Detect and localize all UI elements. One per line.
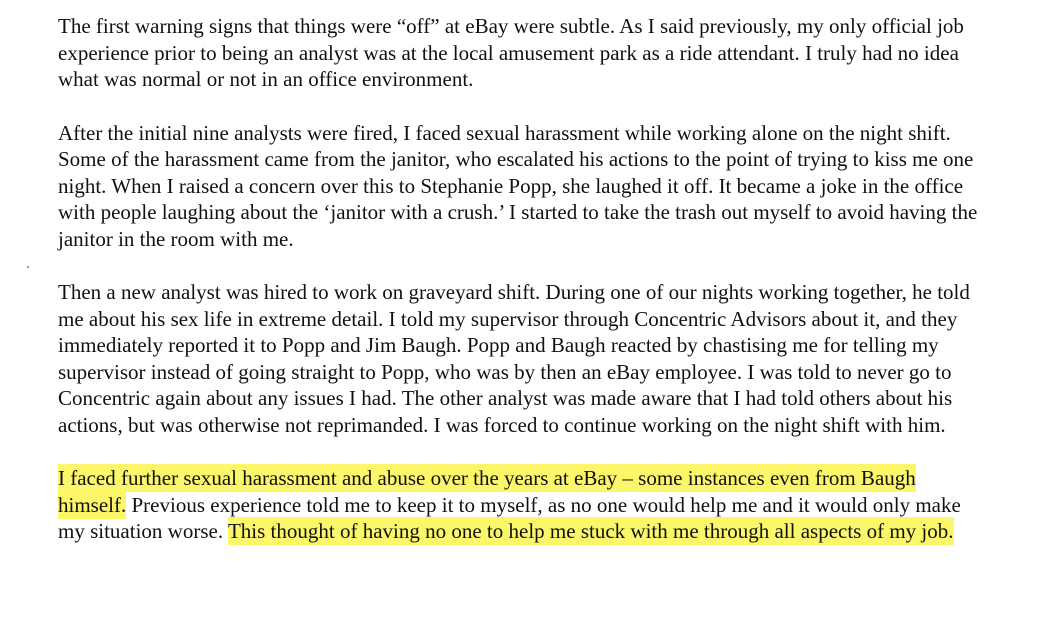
paragraph-further-harassment: [58, 465, 988, 545]
paragraph-janitor-harassment: After the initial nine analysts were fired, I faced sexual harassment while working alone on the night shift. Some of the harassment came from the janitor, who escalated his actions to the point of trying to kiss me one night. When I raised a concern over this to Stephanie Popp, she laughed it off. It became a joke in the office with people laughing about the ‘janitor with a crush.’ I started to take the trash out myself to avoid having the janitor in the room with me.: [58, 120, 978, 251]
paragraph-warning-signs: The first warning signs that things were “off” at eBay were subtle. As I said previously, my only official job experience prior to being an analyst was at the local amusement park as a ride attendant. I truly had no idea what was normal or not in an office environment.: [58, 14, 964, 91]
document-body: [58, 13, 988, 572]
highlighted-text: This thought of having no one to help me stuck with me through all aspects of my job.: [227, 519, 954, 543]
paragraph-graveyard-analyst: Then a new analyst was hired to work on graveyard shift. During one of our nights working together, he told me about his sex life in extreme detail. I told my supervisor through Concentric Advisors about it, and they immediately reported it to Popp and Jim Baugh. Popp and Baugh reacted by chastising me for telling my supervisor instead of going straight to Popp, who was by then an eBay employee. I was told to never go to Concentric again about any issues I had. The other analyst was made aware that I had told others about his actions, but was otherwise not reprimanded. I was forced to continue working on the night shift with him.: [58, 280, 970, 437]
plain-text: Previous experience told me to keep it to myself, as no one would help me and it would only make my situation worse.: [58, 492, 961, 543]
scan-speck: [27, 266, 29, 268]
highlighted-text: I faced further sexual harassment and abuse over the years at eBay – some instances even from Baugh himself.: [58, 466, 916, 517]
